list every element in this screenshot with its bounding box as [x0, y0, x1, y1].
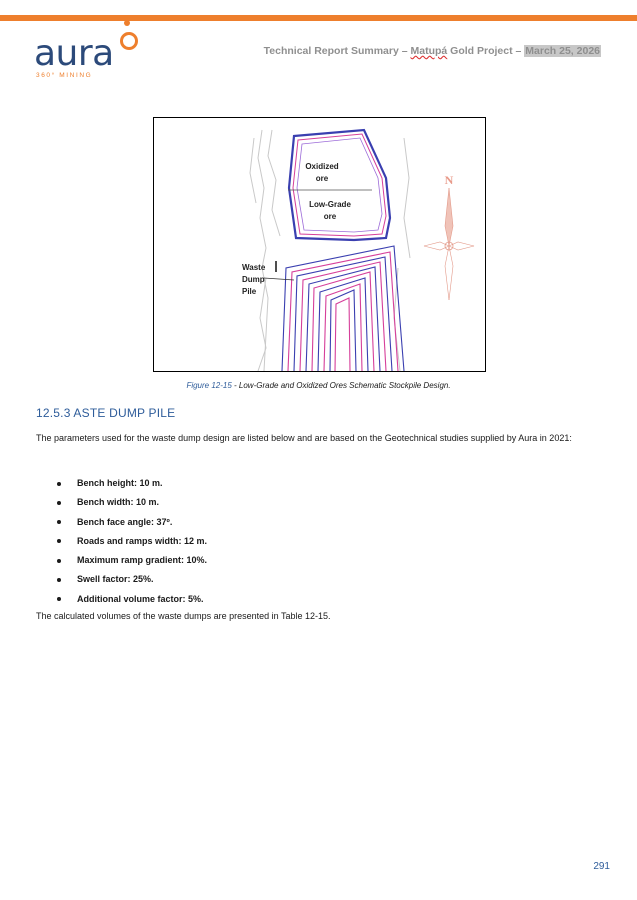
- waste-dump-pile: [282, 246, 404, 371]
- list-item: [36, 532, 596, 551]
- parameter-text: Maximum ramp gradient: 10%.: [77, 555, 208, 566]
- parameter-list: [36, 474, 596, 609]
- label-waste: Waste: [242, 263, 266, 272]
- list-item: [36, 513, 596, 532]
- report-header-title: [264, 45, 601, 57]
- bullet-icon: [57, 539, 61, 543]
- parameter-text: Bench width: 10 m.: [77, 497, 160, 508]
- bullet-icon: [57, 482, 61, 486]
- header-date: March 25, 2026: [525, 45, 600, 57]
- logo-ring-icon: [120, 32, 138, 50]
- figure-caption: [0, 381, 637, 390]
- bullet-icon: [57, 559, 61, 563]
- ore-stockpile: [288, 130, 390, 240]
- list-item: [36, 570, 596, 589]
- north-arrow-icon: [424, 173, 474, 300]
- header-title-prefix: Technical Report Summary –: [263, 45, 411, 57]
- north-label: N: [444, 173, 454, 187]
- closing-paragraph: The calculated volumes of the waste dumps are presented in Table 12-15.: [36, 611, 331, 621]
- figure-caption-text: - Low-Grade and Oxidized Ores Schematic Stockpile Design.: [231, 381, 451, 390]
- intro-paragraph: The parameters used for the waste dump design are listed below and are based on the Geotechnical studies supplied by Aura in 2021:: [36, 433, 572, 443]
- bullet-icon: [57, 578, 61, 582]
- list-item: [36, 474, 596, 493]
- logo-dot-icon: [124, 20, 130, 26]
- label-pile: Pile: [242, 287, 257, 296]
- bullet-icon: [57, 520, 61, 524]
- parameter-text: Bench height: 10 m.: [77, 478, 163, 488]
- page-number: 291: [593, 861, 610, 872]
- label-oxidized-ore: ore: [315, 174, 329, 183]
- parameter-text: Roads and ramps width: 12 m.: [77, 535, 208, 546]
- list-item: [36, 493, 596, 512]
- aura-logo: [34, 20, 154, 84]
- bullet-icon: [57, 501, 61, 505]
- parameter-text: Bench face angle: 37º.: [77, 516, 173, 527]
- figure-number: Figure 12-15: [186, 381, 232, 390]
- logo-wordmark: aura: [34, 33, 114, 74]
- logo-tagline: 360° MINING: [36, 72, 93, 79]
- parameter-text: Swell factor: 25%.: [77, 574, 154, 585]
- list-item: [36, 590, 596, 609]
- label-lowgrade-ore: ore: [323, 212, 337, 221]
- stockpile-schematic: [154, 118, 485, 371]
- section-heading: 12.5.3 ASTE DUMP PILE: [36, 406, 176, 420]
- header-project-name: Matupá: [410, 45, 448, 57]
- label-oxidized: Oxidized: [305, 162, 339, 171]
- parameter-text: Additional volume factor: 5%.: [77, 593, 204, 604]
- stockpile-design-figure: [153, 117, 486, 372]
- header-title-middle: Gold Project –: [447, 45, 525, 57]
- label-dump: Dump: [242, 275, 265, 284]
- label-lowgrade: Low-Grade: [309, 200, 351, 209]
- bullet-icon: [57, 597, 61, 601]
- waste-leader-line: [264, 278, 294, 280]
- list-item: [36, 551, 596, 570]
